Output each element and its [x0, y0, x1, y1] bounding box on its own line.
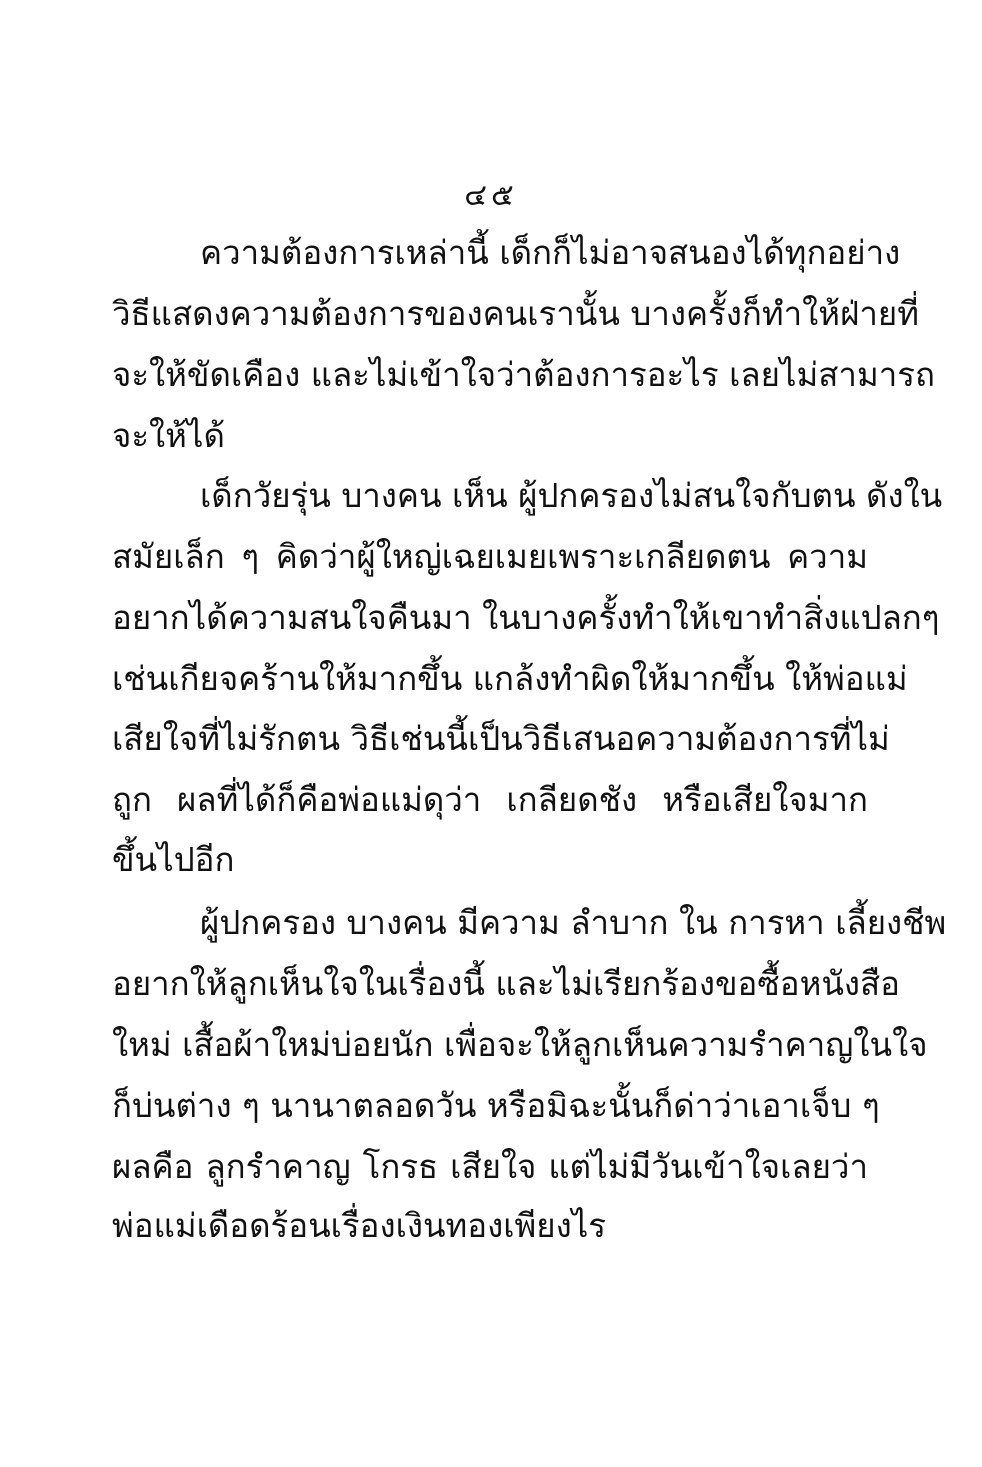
paragraph-2-line-4: เช่นเกียจคร้านให้มากขึ้น แกล้งทำผิดให้มากขึ้น ให้พ่อแม่ — [112, 659, 908, 698]
paragraph-1-line-4: จะให้ได้ — [112, 416, 225, 455]
paragraph-2-line-3: อยากได้ความสนใจคืนมา ในบางครั้งทำให้เขาทำสิ่งแปลกๆ — [112, 598, 940, 637]
paragraph-3-line-1: ผู้ปกครอง บางคน มีความ ลำบาก ใน การหา เลี้ยงชีพ — [200, 903, 947, 942]
paragraph-3-line-3: ใหม่ เสื้อผ้าใหม่บ่อยนัก เพื่อจะให้ลูกเห็นความรำคาญในใจ — [112, 1025, 928, 1064]
paragraph-3-line-4: ก็บ่นต่าง ๆ นานาตลอดวัน หรือมิฉะนั้นก็ด่าว่าเอาเจ็บ ๆ — [112, 1086, 880, 1125]
paragraph-2-line-6: ถูก ผลที่ได้ก็คือพ่อแม่ดุว่า เกลียดชัง หรือเสียใจมาก — [112, 780, 868, 819]
paragraph-3-line-5: ผลคือ ลูกรำคาญ โกรธ เสียใจ แต่ไม่มีวันเข้าใจเลยว่า — [112, 1147, 868, 1186]
paragraph-2-line-5: เสียใจที่ไม่รักตน วิธีเช่นนี้เป็นวิธีเสนอความต้องการที่ไม่ — [112, 719, 890, 758]
paragraph-1-line-3: จะให้ขัดเคือง และไม่เข้าใจว่าต้องการอะไร เลยไม่สามารถ — [112, 355, 935, 394]
paragraph-2-line-7: ขึ้นไปอีก — [112, 840, 235, 879]
paragraph-1-line-2: วิธีแสดงความต้องการของคนเรานั้น บางครั้งก็ทำให้ฝ่ายที่ — [112, 294, 919, 333]
paragraph-3-line-6: พ่อแม่เดือดร้อนเรื่องเงินทองเพียงไร — [112, 1206, 607, 1245]
page-number: ๔๕ — [464, 178, 518, 213]
paragraph-1-line-1: ความต้องการเหล่านี้ เด็กก็ไม่อาจสนองได้ทุกอย่าง — [200, 233, 901, 272]
paragraph-2-line-1: เด็กวัยรุ่น บางคน เห็น ผู้ปกครองไม่สนใจกับตน ดังใน — [200, 476, 943, 515]
paragraph-3-line-2: อยากให้ลูกเห็นใจในเรื่องนี้ และไม่เรียกร้องขอซื้อหนังสือ — [112, 964, 900, 1003]
paragraph-2-line-2: สมัยเล็ก ๆ คิดว่าผู้ใหญ่เฉยเมยเพราะเกลียดตน ความ — [112, 537, 868, 576]
